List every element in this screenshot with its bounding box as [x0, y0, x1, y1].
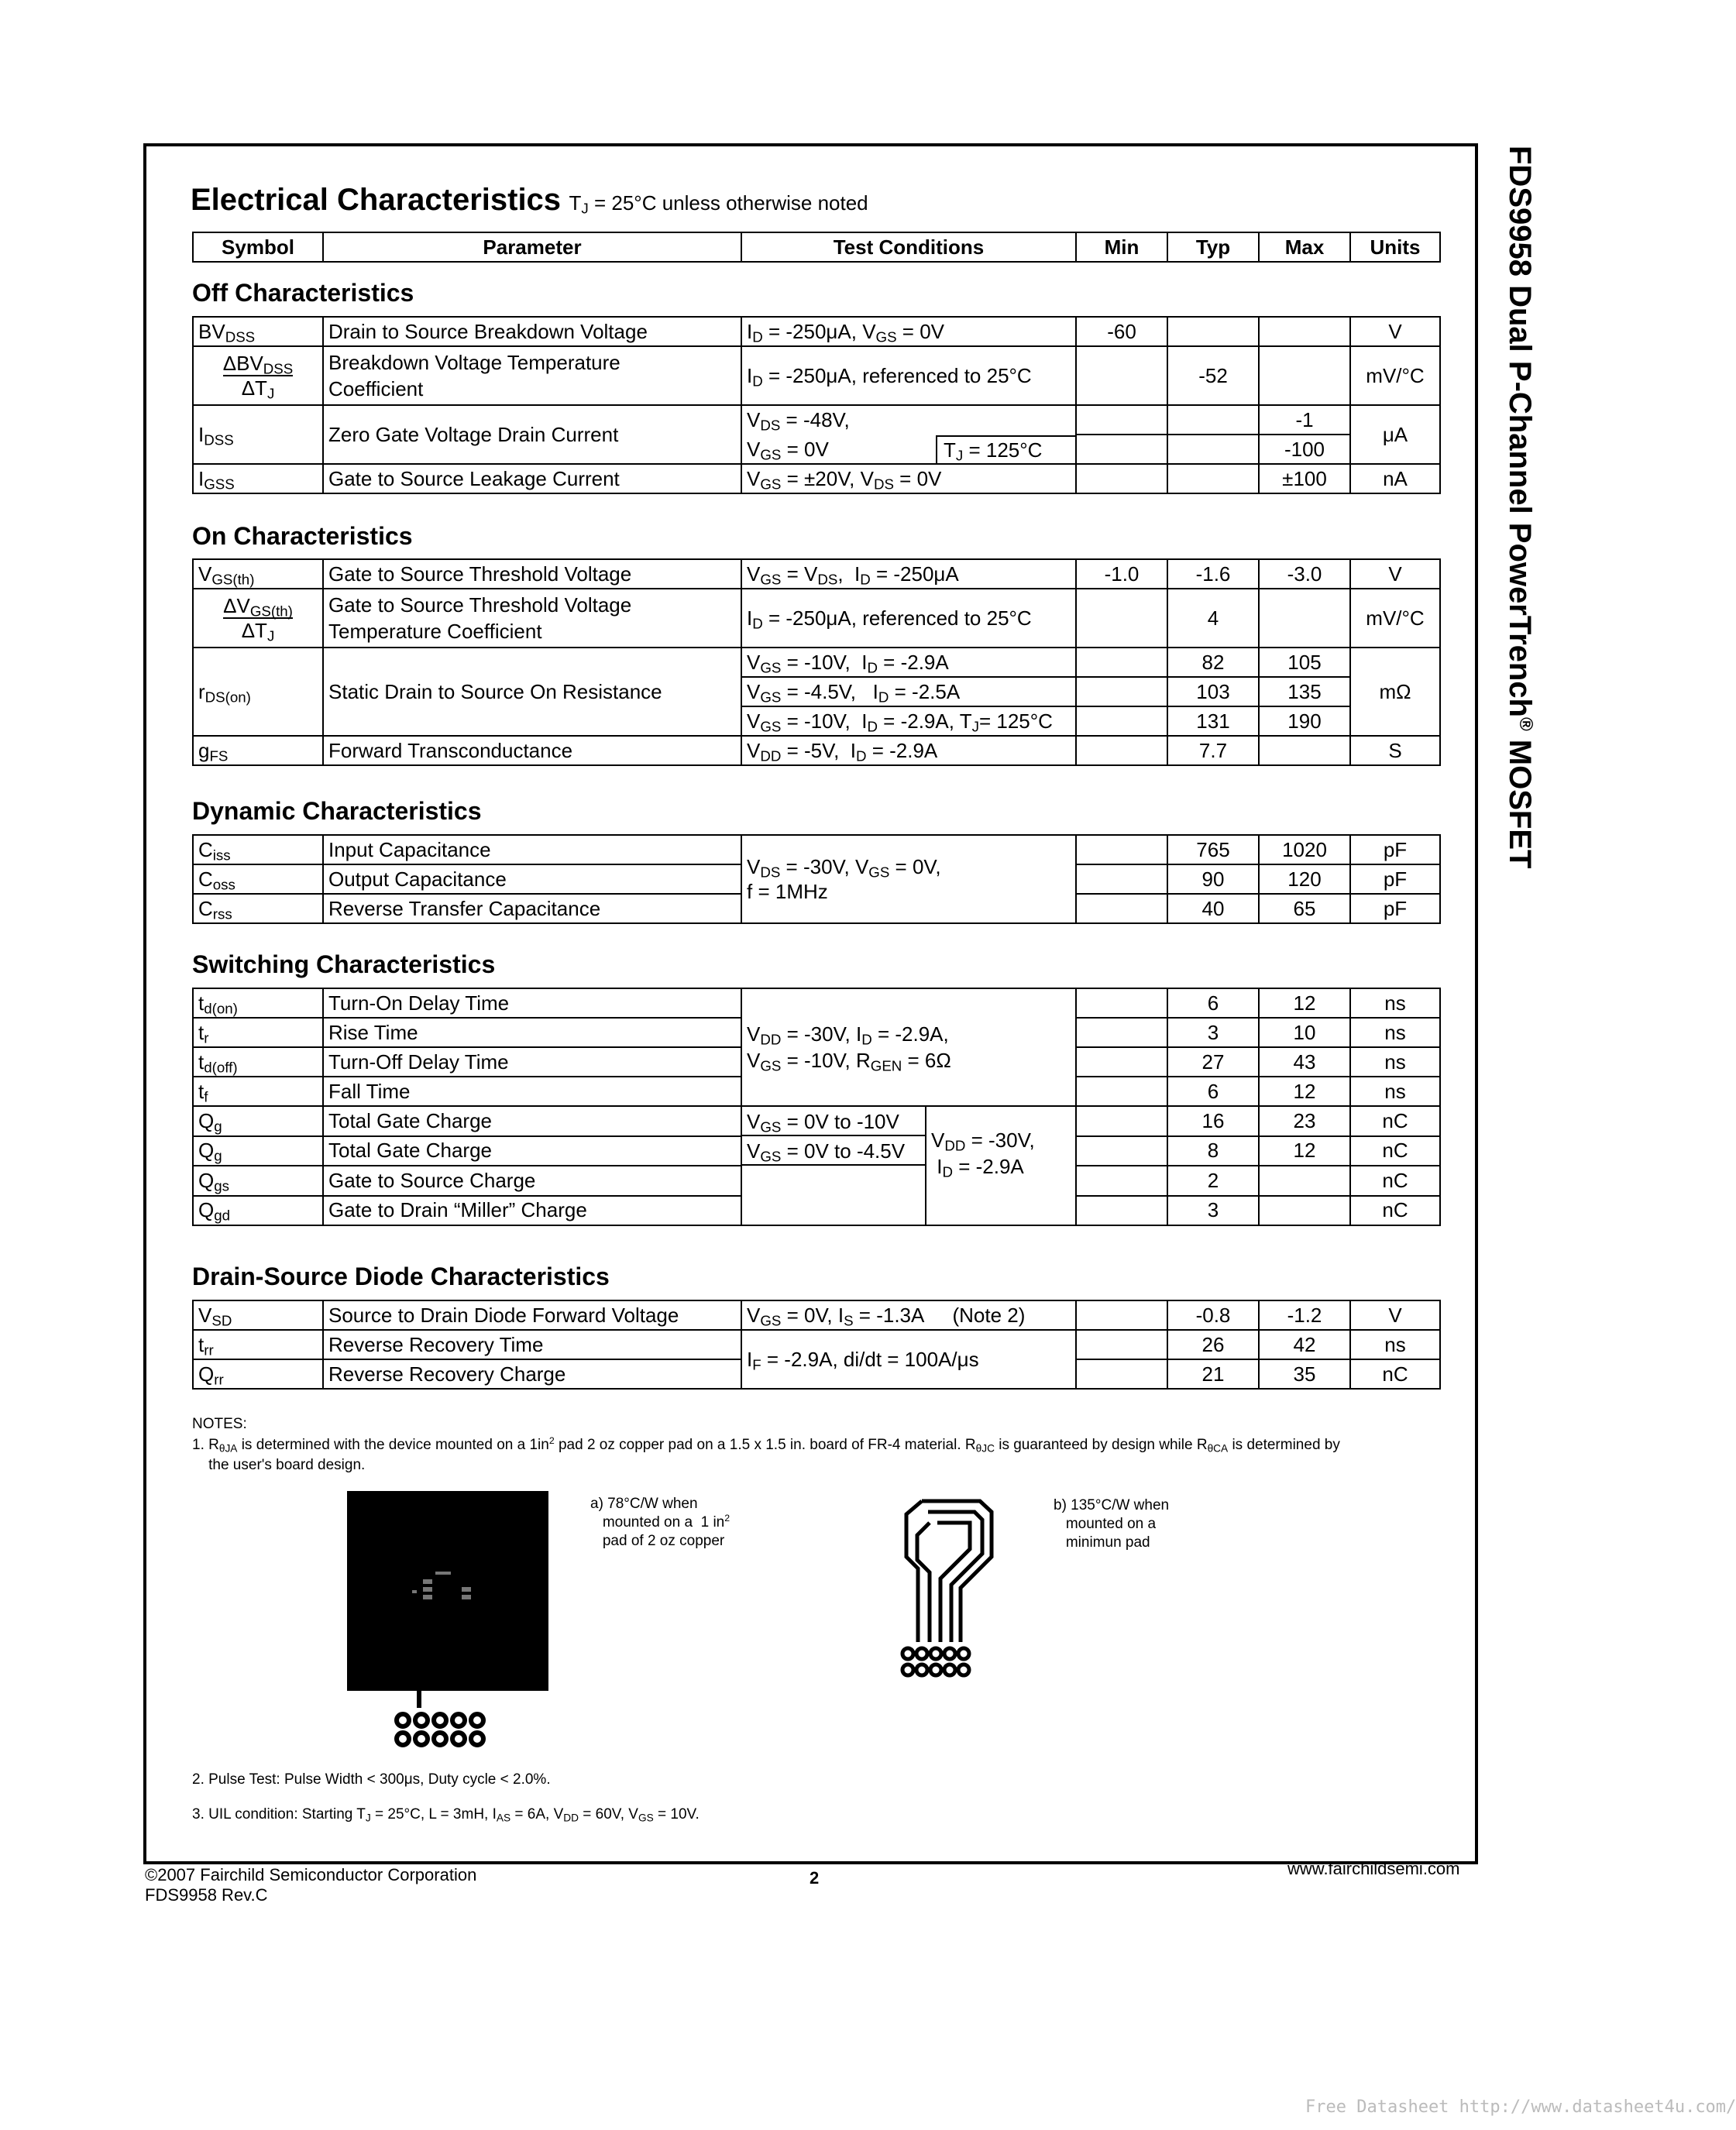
notes-heading: NOTES: — [192, 1416, 247, 1432]
table-row: $I_{DSS}$ Zero Gate Voltage Drain Current $V_{DS} = -48V$, -1 μA — [193, 405, 1440, 435]
diode-characteristics-table — [192, 1300, 1441, 1390]
on-characteristics-table — [192, 558, 1441, 766]
table-row: $BV_{DSS}$ Drain to Source Breakdown Voltage $I_D = -250\mu A$, $V_{GS} = 0V$ -60 V — [193, 317, 1440, 346]
section-dynamic-title: Dynamic Characteristics — [192, 797, 482, 825]
table-row: $V_{GS} = -10V$, $I_D = -2.9A$, $T_J= 125^\circ C$ 131 190 — [193, 706, 1440, 736]
off-characteristics-table — [192, 316, 1441, 494]
table-row: $V_{SD}$ Source to Drain Diode Forward Voltage $V_{GS} = 0V$, $I_S = -1.3A$ (Note 2) -0.8 -1.2 V — [193, 1300, 1440, 1330]
table-row: $\Delta BV_{DSS}$ $\Delta T_J$ Breakdown Voltage Temperature Coefficient $I_D = -250\mu A$, referenced to 25°C -52 mV/°C — [193, 346, 1440, 405]
page-number: 2 — [810, 1868, 820, 1888]
note-3: 3. UIL condition: Starting $T_J = 25^\circ C$, L = 3mH, $I_{AS} = 6A$, $V_{DD} = 60V$, $V_{GS} = 10V$. — [192, 1806, 700, 1824]
table-row: $I_{GSS}$ Gate to Source Leakage Current $V_{GS} = \pm 20V$, $V_{DS} = 0V$ ±100 nA — [193, 464, 1440, 493]
table-row: $Q_g$ Total Gate Charge $V_{GS} = 0V$ to -10V $V_{GS} = 0V$ to -4.5V $V_{DD} = -30V$, $I_D = -2.9A$ 16 23 nC — [193, 1106, 1440, 1136]
table-row: $t_{d(on)}$ Turn-On Delay Time $V_{DD} = -30V$, $I_D = -2.9A$, $V_{GS} = -10V$, $R_{GEN} = 6\Omega$ 6 12 ns — [193, 988, 1440, 1018]
footer-revision: FDS9958 Rev.C — [145, 1885, 268, 1905]
switching-characteristics-table — [192, 988, 1441, 1226]
table-row: $t_r$ Rise Time 3 10 ns — [193, 1018, 1440, 1047]
note-2: 2. Pulse Test: Pulse Width < 300μs, Duty cycle < 2.0%. — [192, 1771, 551, 1788]
table-row: $V_{GS(th)}$ Gate to Source Threshold Voltage $V_{GS} = V_{DS}$, $I_D = -250\mu A$ -1.0 -1.6 -3.0 V — [193, 559, 1440, 589]
table-row: $V_{GS} = -4.5V$, $I_D = -2.5A$ 103 135 — [193, 677, 1440, 706]
pad-layout-1in2-figure — [347, 1491, 579, 1754]
figure-a-caption: a) 78°C/W when mounted on a 1 $in^2$ pad of 2 oz copper — [590, 1496, 730, 1549]
table-row: $Q_{rr}$ Reverse Recovery Charge 21 35 nC — [193, 1359, 1440, 1389]
page-heading — [191, 183, 868, 218]
pad-layout-minimum-figure — [883, 1495, 1007, 1681]
table-row: $Q_g$ Total Gate Charge 8 12 nC — [193, 1136, 1440, 1166]
dynamic-characteristics-table — [192, 834, 1441, 924]
section-off-title: Off Characteristics — [192, 279, 414, 307]
side-title: FDS9958 Dual P-Channel PowerTrench® MOSFET — [1503, 146, 1537, 869]
section-diode-title: Drain-Source Diode Characteristics — [192, 1263, 610, 1290]
footer-copyright: ©2007 Fairchild Semiconductor Corporation — [145, 1865, 477, 1884]
watermark: Free Datasheet http://www.datasheet4u.com/ — [1305, 2097, 1736, 2117]
table-row: $t_{rr}$ Reverse Recovery Time $I_F = -2.9A$, di/dt = 100A/μs 26 42 ns — [193, 1330, 1440, 1359]
table-row: $t_f$ Fall Time 6 12 ns — [193, 1077, 1440, 1106]
table-row: $C_{oss}$ Output Capacitance 90 120 pF — [193, 864, 1440, 894]
table-row: $C_{rss}$ Reverse Transfer Capacitance 40 65 pF — [193, 894, 1440, 923]
header-row: Symbol Parameter Test Conditions Min Typ Max Units — [193, 232, 1440, 262]
column-header-table — [192, 232, 1441, 263]
table-row: $Q_{gd}$ Gate to Drain “Miller” Charge 3 nC — [193, 1196, 1440, 1226]
table-row: $C_{iss}$ Input Capacitance $V_{DS} = -30V$, $V_{GS} = 0V$, f = 1MHz 765 1020 pF — [193, 835, 1440, 864]
table-row: $r_{DS(on)}$ Static Drain to Source On Resistance $V_{GS} = -10V$, $I_D = -2.9A$ 82 105 mΩ — [193, 648, 1440, 677]
note-1: 1. $R_{\theta JA}$ is determined with the device mounted on a $1in^2$ pad 2 oz copper pad on a 1.5 x 1.5 in. board of FR-4 material. $R_{\theta JC}$ is guaranteed by design while $R_{\theta CA}$ is determined by the user's board design. — [192, 1435, 1340, 1473]
heading-title: Electrical Characteristics — [191, 183, 562, 217]
section-on-title: On Characteristics — [192, 522, 413, 550]
section-switching-title: Switching Characteristics — [192, 950, 496, 978]
table-row: $Q_{gs}$ Gate to Source Charge 2 nC — [193, 1166, 1440, 1196]
table-row: $\Delta V_{GS(th)}$ $\Delta T_J$ Gate to Source Threshold Voltage Temperature Coefficient $I_D = -250\mu A$, referenced to 25°C 4 mV/°C — [193, 589, 1440, 648]
table-row: $t_{d(off)}$ Turn-Off Delay Time 27 43 ns — [193, 1047, 1440, 1077]
figure-b-caption: b) 135°C/W when mounted on a minimun pad — [1054, 1497, 1170, 1551]
footer-url[interactable]: www.fairchildsemi.com — [1287, 1859, 1460, 1878]
table-row: $g_{FS}$ Forward Transconductance $V_{DD} = -5V$, $I_D = -2.9A$ 7.7 S — [193, 736, 1440, 765]
heading-condition: $T_J = 25^\circ C$ unless otherwise noted — [569, 191, 868, 217]
table-row: $V_{GS} = 0V$ $T_J = 125^\circ C$ -100 — [193, 435, 1440, 464]
